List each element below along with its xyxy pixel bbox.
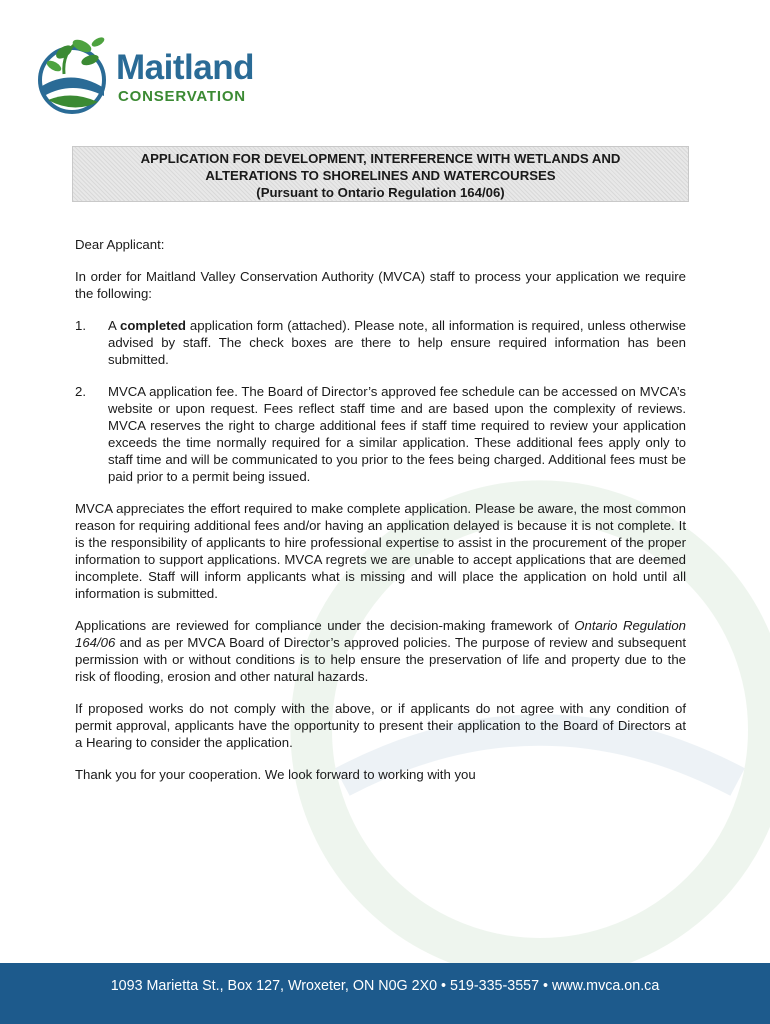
greeting: Dear Applicant:: [75, 237, 165, 252]
requirements-list: [75, 317, 686, 485]
title-line-3: (Pursuant to Ontario Regulation 164/06): [256, 185, 505, 200]
item-text: application form (attached). Please note, all information is required, unless otherwise advised by staff. The check boxes are there to help ensure required information has been submitted.: [108, 318, 686, 367]
review-paragraph: [75, 617, 686, 685]
list-number: 1.: [75, 318, 86, 333]
appeal-paragraph: If proposed works do not comply with the above, or if applicants do not agree with any condition of permit approval, applicants have the opportunity to present their application to the Board of Directors at a Hearing to consider the application.: [75, 701, 686, 750]
leaf-globe-icon: [34, 34, 116, 116]
review-text-before: Applications are reviewed for compliance under the decision-making framework of: [75, 618, 575, 633]
maitland-conservation-logo: [34, 34, 264, 120]
regulation-reference: Ontario Regulation 164/06: [75, 618, 686, 650]
review-text-after: and as per MVCA Board of Director’s approved policies. The purpose of review and subsequent permission with or without conditions is to help ensure the preservation of life and property due to the risk of flooding, erosion and other natural hazards.: [75, 635, 686, 684]
title-line-2: ALTERATIONS TO SHORELINES AND WATERCOURSES: [205, 168, 556, 183]
item-text-pre: A: [108, 318, 121, 333]
complete-application-paragraph: MVCA appreciates the effort required to make complete application. Please be aware, the most common reason for requiring additional fees and/or having an application delayed is because it is not complete. It is the responsibility of applicants to hire professional expertise to assist in the procurement of the proper information to support applications. MVCA regrets we are unable to accept applications that are deemed incomplete. Staff will inform applicants what is missing and will place the application on hold until all information is submitted.: [75, 501, 686, 601]
intro-paragraph: In order for Maitland Valley Conservation Authority (MVCA) staff to process your application we require the following:: [75, 269, 686, 301]
logo-subtitle: CONSERVATION: [118, 88, 246, 105]
list-item: [75, 383, 686, 485]
list-number: 2.: [75, 384, 86, 399]
item-emphasis: completed: [120, 318, 186, 333]
list-item: [75, 317, 686, 368]
footer-address-bar: 1093 Marietta St., Box 127, Wroxeter, ON N0G 2X0 • 519-335-3557 • www.mvca.on.ca: [0, 963, 770, 1024]
title-line-1: APPLICATION FOR DEVELOPMENT, INTERFERENCE WITH WETLANDS AND: [140, 151, 621, 166]
logo-name: Maitland: [116, 48, 254, 87]
closing-paragraph: Thank you for your cooperation. We look forward to working with you: [75, 767, 476, 782]
letter-body: [75, 236, 686, 798]
document-title: [72, 146, 689, 202]
item-text: MVCA application fee. The Board of Director’s approved fee schedule can be accessed on MVCA’s website or upon request. Fees reflect staff time and are based upon the complexity of reviews. MVCA reserves the right to charge additional fees if staff time required to review your application exceeds the time normally required for a similar application. These additional fees apply only to staff time and will be communicated to you prior to the fees being charged. Additional fees must be paid prior to a permit being issued.: [108, 384, 686, 484]
